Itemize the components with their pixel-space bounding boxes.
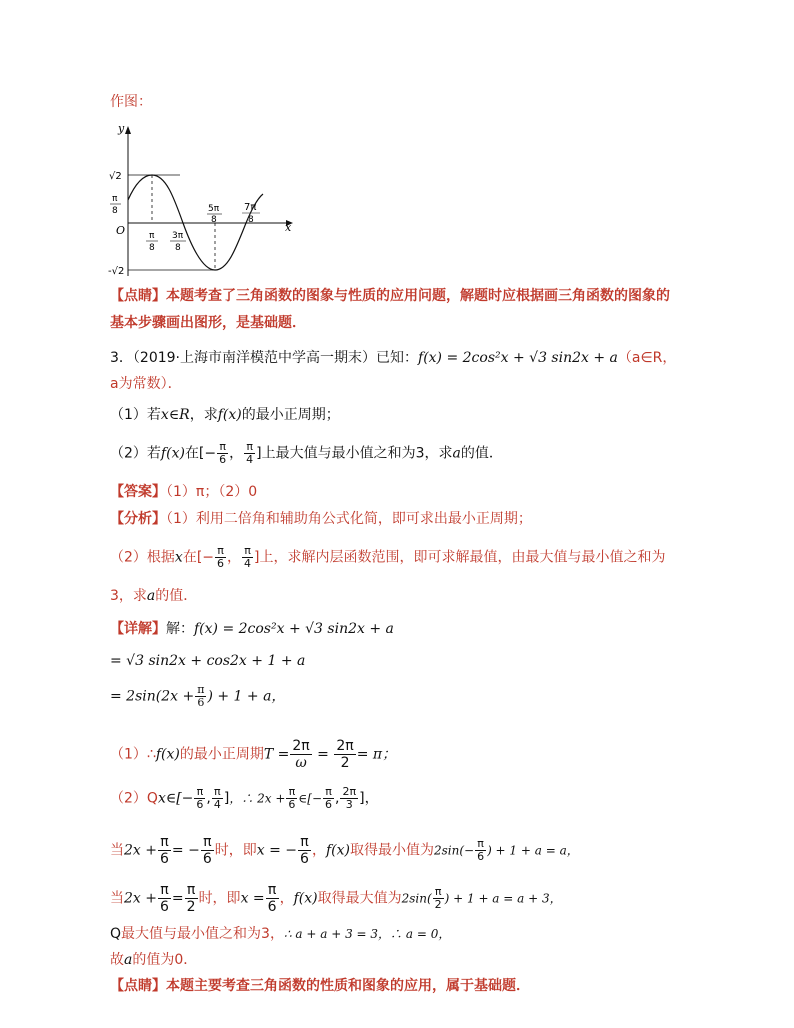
min-tail: ) + 1 + a = a， [487,843,579,858]
max-val: 2sin( [401,891,432,906]
min-frac-pi6c [298,834,311,867]
frac-den: 6 [217,557,225,570]
frac-num: π [298,834,311,851]
frac-den: 6 [267,899,277,915]
comment1-line1 [110,286,670,306]
conclude-end: 的值为0． [132,952,198,968]
sum-text: 最大值与最小值之和为3， [121,926,284,942]
frac-den: 2 [340,755,350,771]
x-tick-4-num: 7π [244,202,257,213]
comment2-tag: 【点睛】 [110,978,166,994]
analysis-line2: （2）根据x在[− $\frac{\pi}{6}$ ， $\frac{\pi}{4}$ ]上，求解内层函数范围，即可求解最值，由最大值与最小值之和为 [110,544,666,570]
q1-mid: ，求 [189,407,218,423]
x-tick-4-den: 8 [248,215,254,225]
q2-suffix: 上最大值与最小值之和为3，求 [261,445,453,462]
analysis-l2-x: x [174,549,183,566]
frac-num: π [244,441,255,454]
detail-eq2: = √3 sin2x + cos2x + 1 + a [110,653,306,669]
x-tick-3-den: 8 [211,215,217,225]
x-tick-3-num: 5π [208,204,220,214]
max-frac-pi6 [158,882,171,915]
frac-den: 6 [325,798,333,811]
frac-den: 6 [288,798,296,811]
min-when: 时，即 [214,842,257,859]
y-axis-arrow [125,126,131,134]
analysis-line3 [110,586,197,606]
p2-frac-pi6b [286,786,297,811]
frac-num: π [475,838,486,851]
frac-num: π [433,886,444,899]
frac-den: 6 [300,851,309,867]
x-tick-1-num: π [149,231,155,241]
p1-frac-2pi-2 [334,738,355,771]
problem3-number: 3． [110,350,133,366]
y-tick-sqrt2: √2 [109,171,122,182]
max-comma: ， [279,890,294,907]
x-tick-2-den: 8 [175,243,181,253]
eq3-a: = 2sin(2x + [110,688,195,705]
frac-num: π [185,882,198,899]
analysis-l2-suffix: 上，求解内层函数范围，即可求解最值，由最大值与最小值之和为 [259,549,666,566]
min-take: 取得最小值为 [349,842,434,859]
frac-den: 2 [186,899,196,915]
analysis-l3-end: 的值． [155,588,198,604]
p1-frac-2pi-omega [290,738,311,771]
frac-num: π [158,882,171,899]
answer-tag: 【答案】 [110,484,166,500]
p2-mid: ，∴ 2x + [229,791,286,806]
q2-f: f(x) [160,445,185,462]
min-x: x = − [256,842,298,859]
max-take: 取得最大值为 [317,890,402,907]
p2-prefix: （2）Q [110,790,158,807]
detail-min [110,834,579,867]
frac-num: π [323,786,334,799]
min-prefix: 当 [110,842,124,859]
comment1-line2: 基本步骤画出图形，是基础题． [110,315,306,331]
problem3-cond2: a为常数）． [110,376,182,392]
frac-num: π [197,683,205,696]
frac-num: π [215,545,226,558]
problem3-cond: （a∈R， [617,350,677,366]
problem3-line1 [110,348,676,368]
p1-f: f(x) [155,746,180,763]
frac-num: π [158,834,171,851]
max-2x: 2x + [124,890,157,907]
frac-num: π [286,786,297,799]
min-frac-pi6 [158,834,171,867]
q2-a: a [452,445,461,462]
analysis-frac-pi6 [215,545,226,570]
min-f: f(x) [325,842,350,859]
min-2x: 2x + [124,842,157,859]
problem3-q1 [110,405,340,425]
frac-den: 2 [434,898,442,911]
frac-den: 6 [159,851,169,867]
conclude-a: a [124,952,133,968]
analysis-tag: 【分析】 [110,511,166,527]
p1-mid: 的最小正周期 [179,746,264,763]
min-comma: ， [311,842,326,859]
analysis-text1: （1）利用二倍角和辅助角公式化简，即可求出最小正周期； [166,511,532,527]
max-eq: = [171,890,184,907]
max-when: 时，即 [198,890,241,907]
comment1-text1: 本题考查了三角函数的图象与性质的应用问题，解题时应根据画三角函数的图象的 [166,288,670,304]
max-prefix: 当 [110,890,124,907]
answer-line [110,482,257,502]
frac-den: 6 [196,798,204,811]
p2-frac-pi6 [194,786,205,811]
frac-num: π [201,834,214,851]
y-tick-mid-num: π [112,194,118,204]
frac-num: π [194,786,205,799]
detail-p2: （2）Qx∈[− $\frac{\pi}{6}$ , $\frac{\pi}{4}$ ]，∴ 2x + $\frac{\pi}{6}$ ∈[− $\frac{\pi}{6}$ , $\frac{2\pi}{3}$ ]， [110,785,379,811]
frac-den: 6 [197,696,205,709]
conclude-prefix: 故 [110,952,124,968]
frac-den: 6 [219,453,227,466]
frac-num: 2π [342,785,357,798]
frac-den: 6 [159,899,169,915]
sum-eq2: ∴ a = 0， [390,927,451,941]
analysis-line1 [110,509,532,529]
x-axis-label: x [285,221,292,234]
analysis-l2-prefix: （2）根据 [110,549,175,566]
problem3-known: 已知： [376,350,419,366]
x-tick-2-num: 3π [172,231,184,241]
min-frac-pi6d [475,838,486,863]
max-x: x = [240,890,265,907]
detail-p1: （1）∴f(x)的最小正周期T = $\frac{2\pi}{\omega}$ = $\frac{2\pi}{2}$ = π； [110,738,397,771]
max-f: f(x) [293,890,318,907]
p2-x: x∈[− [157,790,194,807]
detail-line1 [110,619,394,639]
analysis-l3-a: a [146,588,156,604]
frac-den: 3 [345,798,353,811]
q2-prefix: （2）若 [110,445,161,462]
min-val: 2sin(− [433,843,475,858]
detail-eq1: f(x) = 2cos²x + √3 sin2x + a [194,621,394,637]
comment2-text: 本题主要考查三角函数的性质和图象的应用，属于基础题． [166,978,530,994]
analysis-frac-pi4 [242,545,253,570]
x-tick-1-den: 8 [149,243,155,253]
min-frac-pi6b [201,834,214,867]
p2-frac-pi6c [323,786,334,811]
detail-sum [110,924,450,944]
max-frac-pi2b [433,886,444,911]
frac-den: 6 [202,851,212,867]
q2-in: 在[− [184,445,217,462]
p2-in: ∈[− [298,791,323,806]
y-tick-neg-sqrt2: -√2 [108,266,125,277]
frac-num: π [242,545,253,558]
problem3-fx: f(x) = 2cos²x + √3 sin2x + a [418,350,618,366]
eq3-frac [195,684,206,709]
p1-T: T = [263,746,290,763]
q1-x: x∈R [160,407,190,423]
frac-num: π [212,786,223,799]
sum-prefix: Q [110,926,122,942]
problem3-source: （2019·上海市南洋模范中学高一期末） [132,350,377,366]
frac-num: 2π [292,738,310,754]
p2-end: ]， [359,790,379,807]
frac-den: 4 [213,798,221,811]
max-frac-pi2 [185,882,198,915]
frac-den: 4 [246,453,254,466]
frac-den: 4 [244,557,252,570]
origin-label: O [116,224,126,237]
p2-frac-pi4 [212,786,223,811]
eq3-b: ) + 1 + a， [207,688,286,705]
detail-solve: 解： [166,621,194,637]
comment1-tag: 【点睛】 [110,288,166,304]
analysis-l3: 3，求 [110,588,147,604]
comment2-line [110,976,530,996]
detail-max [110,882,562,915]
q1-prefix: （1）若 [110,407,161,423]
sine-graph [108,118,298,278]
detail-tag: 【详解】 [110,621,166,637]
frac-num: π [266,882,279,899]
analysis-l2-in: 在[− [182,549,215,566]
y-tick-mid-den: 8 [112,206,118,216]
frac-den: 6 [477,850,485,863]
problem3-q2: （2）若f(x)在[− $\frac{\pi}{6}$ ， $\frac{\pi}{4}$ ]上最大值与最小值之和为3，求a的值． [110,440,503,466]
p1-prefix: （1）∴ [110,746,156,763]
q2-frac-pi4 [244,441,255,466]
p2-frac-2pi3 [340,786,358,811]
min-eq: = − [171,842,200,859]
answer-text: （1）π；（2）0 [166,484,258,500]
detail-conclude [110,950,197,970]
detail-eq3 [110,684,285,709]
q1-f: f(x) [217,407,242,423]
y-axis-label: y [118,122,125,135]
frac-den: ω [295,755,307,771]
q2-end: 的值． [460,445,503,462]
q2-frac-pi6 [217,441,228,466]
frac-num: π [217,441,228,454]
max-tail: ) + 1 + a = a + 3， [444,891,562,906]
draw-label: 作图： [110,94,152,110]
p1-end: = π； [356,746,397,763]
max-frac-pi6b [266,882,279,915]
frac-num: 2π [336,738,354,754]
sum-eq1: ∴ a + a + 3 = 3， [283,927,391,941]
q1-suffix: 的最小正周期； [241,407,340,423]
